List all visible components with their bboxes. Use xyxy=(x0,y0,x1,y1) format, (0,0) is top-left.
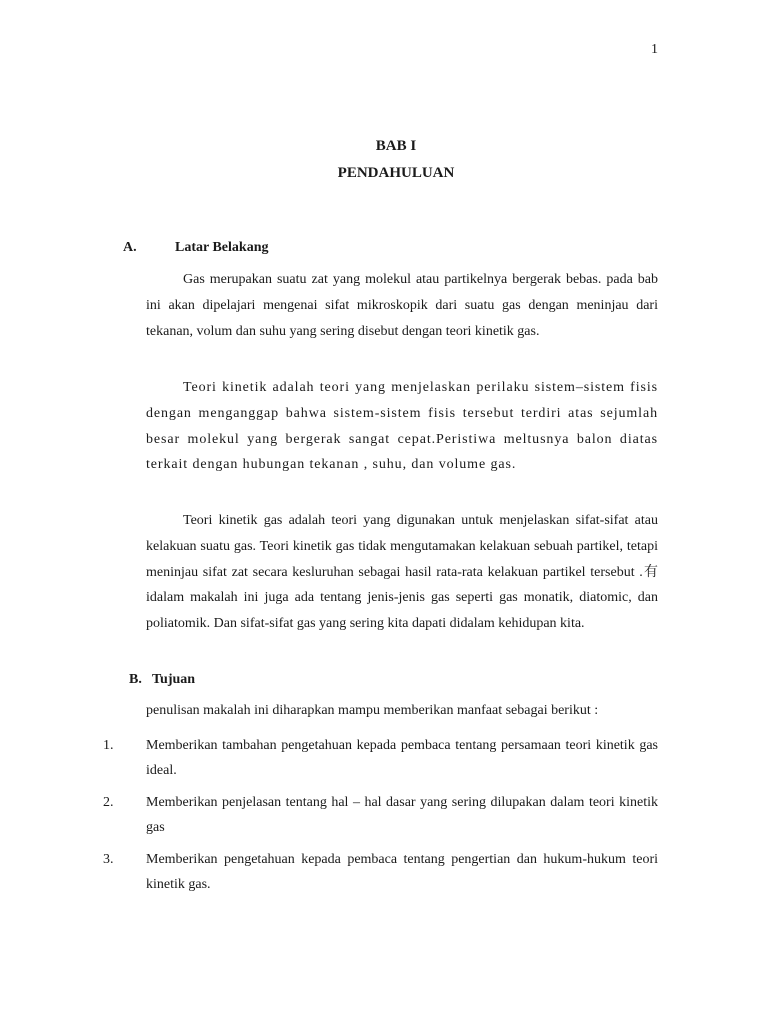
section-b-heading: Tujuan xyxy=(152,672,196,687)
section-a-heading: Latar Belakang xyxy=(175,240,269,255)
page-number: 1 xyxy=(651,42,658,57)
section-b-letter: B. xyxy=(129,672,142,687)
paragraph-3: Teori kinetik gas adalah teori yang digunakan untuk menjelaskan sifat-sifat atau kelakuan suatu gas. Teori kinetik gas tidak mengutamakan kelakuan sebuah partikel, tetapi meninjau sifat zat secara kesluruhan sebagai hasil rata-rata kelakuan partikel tersebut .有idalam makalah ini juga ada tentang jenis-jenis gas seperti gas monatik, diatomic, dan poliatomik. Dan sifat-sifat gas yang sering kita dapati didalam kehidupan kita. xyxy=(146,513,658,632)
list-item-text: Memberikan penjelasan tentang hal – hal dasar yang sering dilupakan dalam teori kinetik gas xyxy=(146,795,658,835)
section-a-letter: A. xyxy=(123,240,137,255)
list-item-text: Memberikan tambahan pengetahuan kepada pembaca tentang persamaan teori kinetik gas ideal. xyxy=(146,738,658,778)
list-item-text: Memberikan pengetahuan kepada pembaca tentang pengertian dan hukum-hukum teori kinetik gas. xyxy=(146,852,658,892)
tujuan-intro: penulisan makalah ini diharapkan mampu memberikan manfaat sebagai berikut : xyxy=(146,703,599,718)
paragraph-2: Teori kinetik adalah teori yang menjelaskan perilaku sistem–sistem fisis dengan menganggap bahwa sistem-sistem fisis tersebut terdiri atas sejumlah besar molekul yang bergerak sangat cepat.Peristiwa meltusnya balon diatas terkait dengan hubungan tekanan , suhu, dan volume gas. xyxy=(146,380,658,473)
list-item-number: 2. xyxy=(103,795,114,810)
chapter-title: PENDAHULUAN xyxy=(337,165,455,181)
list-item-number: 1. xyxy=(103,738,114,753)
list-item-number: 3. xyxy=(103,852,114,867)
chapter-label: BAB I xyxy=(375,138,417,154)
paragraph-1: Gas merupakan suatu zat yang molekul atau partikelnya bergerak bebas. pada bab ini akan dipelajari mengenai sifat mikroskopik dari suatu gas dengan meninjau dari tekanan, volum dan suhu yang sering disebut dengan teori kinetik gas. xyxy=(146,272,658,339)
